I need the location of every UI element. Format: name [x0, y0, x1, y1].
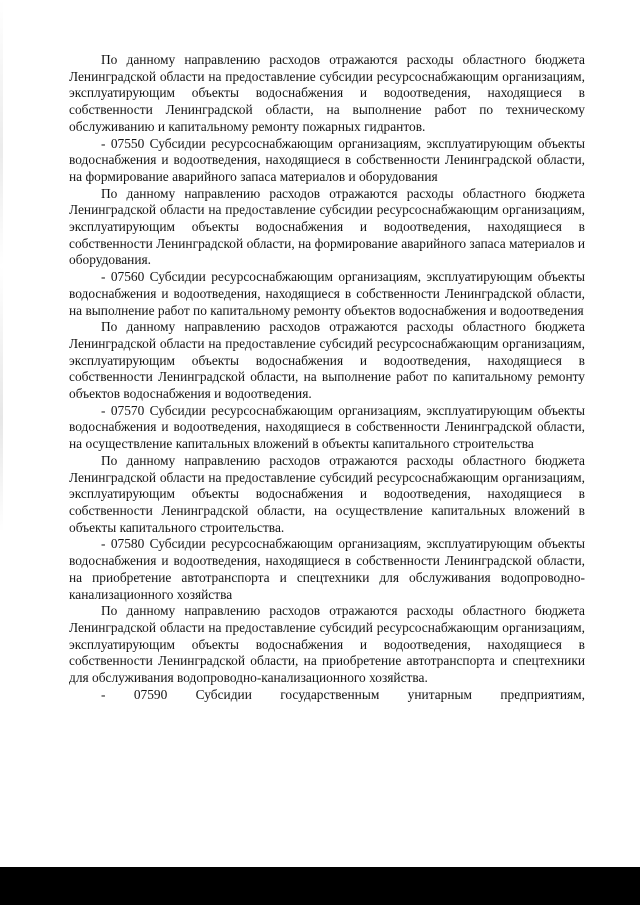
paragraph-7: По данному направлению расходов отражаются расходы областного бюджета Ленинградской области на предоставление субсидий ресурсоснабжающим организациям, эксплуатирующим объекты водоснабжения и водоотведения, находящиеся в собственности Ленинградской области, на осуществление капитальных вложений в объекты капитального строительства.	[69, 452, 585, 535]
paragraph-6: - 07570 Субсидии ресурсоснабжающим организациям, эксплуатирующим объекты водоснабжения и водоотведения, находящиеся в собственности Ленинградской области, на осуществление капитальных вложений в объекты капитального строительства	[69, 402, 585, 452]
paragraph-2: - 07550 Субсидии ресурсоснабжающим организациям, эксплуатирующим объекты водоснабжения и водоотведения, находящиеся в собственности Ленинградской области, на формирование аварийного запаса материалов и оборудования	[69, 135, 585, 184]
document-page	[69, 52, 585, 703]
paragraph-5: По данному направлению расходов отражаются расходы областного бюджета Ленинградской области на предоставление субсидий ресурсоснабжающим организациям, эксплуатирующим объекты водоснабжения и водоотведения, находящиеся в собственности Ленинградской области, на выполнение работ по капитальному ремонту объектов водоснабжения и водоотведения.	[69, 319, 585, 402]
paragraph-8: - 07580 Субсидии ресурсоснабжающим организациям, эксплуатирующим объекты водоснабжения и водоотведения, находящиеся в собственности Ленинградской области, на приобретение автотранспорта и спецтехники для обслуживания водопроводно-канализационного хозяйства	[69, 536, 585, 602]
scan-edge-shadow	[0, 0, 3, 760]
paragraph-3: По данному направлению расходов отражаются расходы областного бюджета Ленинградской области на предоставление субсидии ресурсоснабжающим организациям, эксплуатирующим объекты водоснабжения и водоотведения, находящиеся в собственности Ленинградской области, на формирование аварийного запаса материалов и оборудования.	[69, 185, 585, 268]
paragraph-9: По данному направлению расходов отражаются расходы областного бюджета Ленинградской области на предоставление субсидий ресурсоснабжающим организациям, эксплуатирующим объекты водоснабжения и водоотведения, находящиеся в собственности Ленинградской области, на приобретение автотранспорта и спецтехники для обслуживания водопроводно-канализационного хозяйства.	[69, 603, 585, 686]
paragraph-1: По данному направлению расходов отражаются расходы областного бюджета Ленинградской области на предоставление субсидии ресурсоснабжающим организациям, эксплуатирующим объекты водоснабжения и водоотведения, находящиеся в собственности Ленинградской области, на выполнение работ по техническому обслуживанию и капитальному ремонту пожарных гидрантов.	[69, 52, 585, 134]
paragraph-4: - 07560 Субсидии ресурсоснабжающим организациям, эксплуатирующим объекты водоснабжения и водоотведения, находящиеся в собственности Ленинградской области, на выполнение работ по капитальному ремонту объектов водоснабжения и водоотведения	[69, 269, 585, 318]
paragraph-10: - 07590 Субсидии государственным унитарным предприятиям,	[101, 686, 585, 702]
scan-bottom-bar	[0, 867, 640, 905]
